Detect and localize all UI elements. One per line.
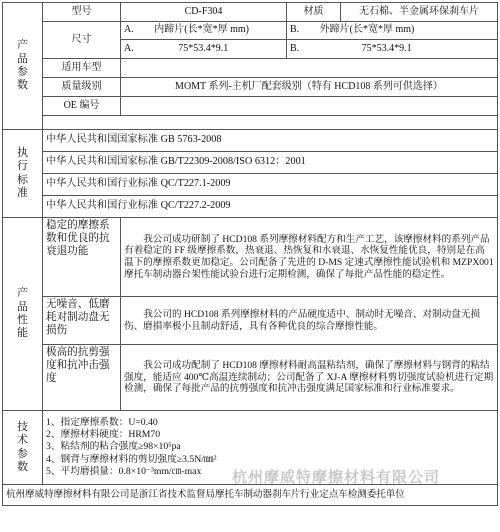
value-vehicle [121, 59, 498, 78]
row-size-header [3, 22, 498, 40]
section-params [3, 3, 43, 130]
standard-item: 中华人民共和国国家标准 GB/T22309-2008/ISO 6312：2001 [43, 152, 498, 174]
label-oe: OE 编号 [43, 97, 121, 116]
size-outer-header [287, 22, 498, 40]
footer-note: 杭州摩威特摩擦材料有限公司是浙江省技术监督局摩托车制动器刹车片行业定点车检测委托单位 [3, 485, 498, 506]
standard-item: 中华人民共和国国家标准 GB 5763-2008 [43, 130, 498, 152]
section-performance-label: 产 品 性 能 [17, 287, 28, 340]
value-quality: MOMT 系列-主机厂配套级别（特有 HCD108 系列可供选择） [121, 78, 498, 97]
performance-title: 无噪音、低磨耗对制动盘无损伤 [43, 297, 121, 345]
row-performance-2 [3, 297, 498, 345]
value-oe [121, 97, 498, 116]
inner-size: 75*53.4*9.1 [178, 42, 229, 54]
spec-table [2, 2, 498, 506]
performance-title: 稳定的摩擦系数和优良的抗衰退功能 [43, 218, 121, 297]
label-vehicle: 适用车型 [43, 59, 121, 78]
inner-letter: A. [124, 24, 134, 36]
value-model: CD-F304 [121, 3, 287, 22]
section-params-label: 产 品 参 数 [17, 39, 28, 92]
label-quality: 质量级别 [43, 78, 121, 97]
standard-item: 中华人民共和国行业标准 QC/T227.2-2009 [43, 196, 498, 218]
company-watermark: 杭州摩威特摩擦材料有限公司 [232, 469, 441, 486]
section-performance [3, 218, 43, 411]
section-standards-label: 执 行 标 准 [17, 146, 28, 199]
row-performance-1 [3, 218, 498, 297]
size-inner-value [121, 40, 287, 59]
label-model: 型号 [43, 3, 121, 22]
value-material: 无石棉、半金属环保刹车片 [341, 3, 498, 22]
row-oe [3, 97, 498, 116]
tech-item: 5、平均磨損量：0.8×10⁻³mm/㎝-max [46, 465, 202, 477]
row-standard-1 [3, 130, 498, 152]
outer-value-letter: B. [290, 42, 300, 54]
row-vehicle [3, 59, 498, 78]
row-model [3, 3, 498, 22]
row-standard-3 [3, 174, 498, 196]
row-performance-3 [3, 345, 498, 411]
outer-letter: B. [290, 24, 300, 36]
size-inner-header [121, 22, 287, 40]
section-tech [3, 411, 43, 485]
outer-size: 75*53.4*9.1 [361, 42, 412, 54]
size-outer-value [287, 40, 498, 59]
row-quality [3, 78, 498, 97]
row-params-spacer [3, 116, 498, 130]
inner-value-letter: A. [124, 42, 134, 54]
tech-item: 1、指定摩擦系数：U=0.40 [46, 416, 158, 428]
outer-label: 外蹄片(长*宽*厚 mm) [319, 24, 415, 36]
section-standards [3, 130, 43, 218]
tech-item: 2、摩擦材料硬度：HRM70 [46, 429, 161, 441]
tech-item: 3、粘结剂的粘合强度≥98×10⁵pa [46, 441, 181, 453]
performance-title: 极高的抗剪强度和抗冲击强度 [43, 345, 121, 411]
label-material: 材质 [287, 3, 341, 22]
section-tech-label: 技 术 参 数 [17, 420, 28, 473]
performance-text: 我公司成功研制了 HCD108 系列摩擦材料配方和生产工艺，该摩擦材料的系列产品有着稳定的 FF 级摩擦系数，热衰退、热恢复和水衰退、水恢复性能优良，特别是在高温下的摩擦系数更加稳定。公司配备了先进的 D-MS 定速式摩擦性能试验机和 MZPX001 摩托车制动器台架性能试验台进行定期检测，确保了每批产品性能的稳定性。 [121, 218, 498, 297]
performance-text: 我公司成功配制了 HCD108 摩擦材料耐高温粘结剂，确保了摩擦材料与钢背的粘结强度，能适应 400℃高温连续制动；公司配备了 XJ-A 摩擦材料剪切强度试验机进行定期检测，确保了每批产品的抗剪强度和抗冲击强度满足国家标准和行业标准要求。 [121, 345, 498, 411]
row-standard-2 [3, 152, 498, 174]
tech-item: 4、钢背与摩擦材料的剪切强度≥3.5N/㎜² [46, 453, 217, 465]
row-standard-4 [3, 196, 498, 218]
standard-item: 中华人民共和国行业标准 QC/T227.1-2009 [43, 174, 498, 196]
inner-label: 内蹄片(长*宽*厚 mm) [154, 24, 249, 36]
label-size: 尺寸 [43, 22, 121, 59]
performance-text: 我公司的 HCD108 系列摩擦材料的产品硬度适中、制动时无噪音、对制动盘无损伤、磨損率极小且制动舒适，具有各种优良的综合摩擦性能。 [121, 297, 498, 345]
row-footer [3, 485, 498, 506]
